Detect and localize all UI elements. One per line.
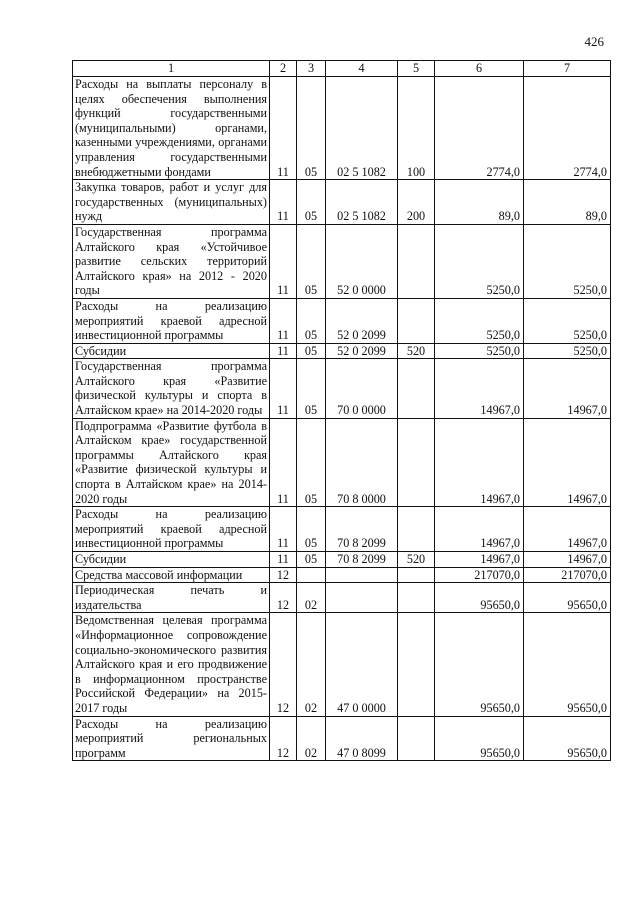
row-amount-2: 5250,0 [524, 343, 611, 359]
row-target-code [326, 567, 398, 583]
table-row [73, 583, 611, 613]
header-col-7: 7 [524, 61, 611, 77]
row-amount-2: 14967,0 [524, 359, 611, 418]
row-subsection: 05 [297, 180, 326, 225]
row-amount-2: 95650,0 [524, 613, 611, 716]
row-name: Расходы на реализацию мероприятий краевой адресной инвестиционной программы [73, 507, 270, 552]
row-amount-1: 14967,0 [435, 507, 524, 552]
row-name: Государственная программа Алтайского края «Устойчивое развитие сельских территорий Алтайского края» на 2012 - 2020 годы [73, 224, 270, 298]
row-amount-1: 89,0 [435, 180, 524, 225]
row-section: 11 [270, 224, 297, 298]
header-row [73, 61, 611, 77]
row-expense-type: 100 [398, 77, 435, 180]
row-amount-2: 5250,0 [524, 298, 611, 343]
row-expense-type [398, 567, 435, 583]
row-name: Государственная программа Алтайского края «Развитие физической культуры и спорта в Алтайском крае» на 2014-2020 годы [73, 359, 270, 418]
row-subsection: 05 [297, 343, 326, 359]
row-amount-2: 95650,0 [524, 583, 611, 613]
page-number: 426 [584, 34, 604, 49]
row-name: Ведомственная целевая программа «Информационное сопровождение социально-экономического развития Алтайского края и его продвижение в информационном пространстве Российской Федерации» на 2015-2017 годы [73, 613, 270, 716]
row-section: 12 [270, 613, 297, 716]
row-amount-2: 14967,0 [524, 507, 611, 552]
row-subsection [297, 567, 326, 583]
row-subsection: 02 [297, 716, 326, 761]
row-expense-type: 520 [398, 343, 435, 359]
row-amount-1: 5250,0 [435, 224, 524, 298]
row-expense-type [398, 583, 435, 613]
table-row [73, 224, 611, 298]
row-target-code: 70 0 0000 [326, 359, 398, 418]
table-row [73, 552, 611, 568]
row-amount-1: 95650,0 [435, 583, 524, 613]
row-name: Периодическая печать и издательства [73, 583, 270, 613]
row-name: Расходы на реализацию мероприятий краевой адресной инвестиционной программы [73, 298, 270, 343]
row-section: 11 [270, 418, 297, 507]
row-amount-1: 14967,0 [435, 418, 524, 507]
row-section: 12 [270, 716, 297, 761]
table-row [73, 77, 611, 180]
row-amount-1: 5250,0 [435, 298, 524, 343]
table-row [73, 418, 611, 507]
row-subsection: 05 [297, 507, 326, 552]
row-target-code: 52 0 2099 [326, 343, 398, 359]
row-subsection: 02 [297, 613, 326, 716]
row-amount-1: 95650,0 [435, 716, 524, 761]
row-amount-1: 5250,0 [435, 343, 524, 359]
row-subsection: 05 [297, 359, 326, 418]
row-amount-2: 2774,0 [524, 77, 611, 180]
row-section: 11 [270, 77, 297, 180]
row-expense-type [398, 418, 435, 507]
table-row [73, 613, 611, 716]
header-col-2: 2 [270, 61, 297, 77]
table-row [73, 567, 611, 583]
row-amount-2: 217070,0 [524, 567, 611, 583]
table-row [73, 359, 611, 418]
row-amount-1: 14967,0 [435, 359, 524, 418]
row-name: Субсидии [73, 343, 270, 359]
row-target-code: 70 8 2099 [326, 507, 398, 552]
table-row [73, 716, 611, 761]
row-amount-2: 5250,0 [524, 224, 611, 298]
table-row [73, 507, 611, 552]
row-subsection: 05 [297, 298, 326, 343]
row-name: Средства массовой информации [73, 567, 270, 583]
row-expense-type [398, 224, 435, 298]
row-target-code: 70 8 2099 [326, 552, 398, 568]
row-subsection: 02 [297, 583, 326, 613]
row-expense-type [398, 298, 435, 343]
table-row [73, 343, 611, 359]
row-target-code: 02 5 1082 [326, 180, 398, 225]
row-section: 11 [270, 298, 297, 343]
header-col-1: 1 [73, 61, 270, 77]
row-section: 11 [270, 180, 297, 225]
row-amount-1: 217070,0 [435, 567, 524, 583]
row-section: 11 [270, 507, 297, 552]
row-target-code: 47 0 0000 [326, 613, 398, 716]
header-col-6: 6 [435, 61, 524, 77]
row-section: 12 [270, 583, 297, 613]
row-name: Закупка товаров, работ и услуг для государственных (муниципальных) нужд [73, 180, 270, 225]
row-expense-type [398, 507, 435, 552]
row-target-code: 02 5 1082 [326, 77, 398, 180]
row-expense-type: 200 [398, 180, 435, 225]
row-target-code [326, 583, 398, 613]
row-subsection: 05 [297, 77, 326, 180]
row-section: 11 [270, 359, 297, 418]
row-amount-1: 2774,0 [435, 77, 524, 180]
row-expense-type: 520 [398, 552, 435, 568]
row-target-code: 52 0 0000 [326, 224, 398, 298]
row-section: 11 [270, 343, 297, 359]
table-row [73, 180, 611, 225]
row-name: Субсидии [73, 552, 270, 568]
row-target-code: 70 8 0000 [326, 418, 398, 507]
row-amount-1: 14967,0 [435, 552, 524, 568]
header-col-3: 3 [297, 61, 326, 77]
budget-table [72, 60, 611, 761]
row-amount-2: 95650,0 [524, 716, 611, 761]
row-amount-1: 95650,0 [435, 613, 524, 716]
row-section: 12 [270, 567, 297, 583]
row-amount-2: 14967,0 [524, 418, 611, 507]
row-target-code: 47 0 8099 [326, 716, 398, 761]
header-col-4: 4 [326, 61, 398, 77]
row-expense-type [398, 359, 435, 418]
header-col-5: 5 [398, 61, 435, 77]
row-name: Расходы на реализацию мероприятий региональных программ [73, 716, 270, 761]
row-name: Расходы на выплаты персоналу в целях обеспечения выполнения функций государственными (муниципальными) органами, казенными учреждениями, органами управления государственными внебюджетными фондами [73, 77, 270, 180]
row-subsection: 05 [297, 552, 326, 568]
row-section: 11 [270, 552, 297, 568]
row-amount-2: 89,0 [524, 180, 611, 225]
row-subsection: 05 [297, 224, 326, 298]
row-expense-type [398, 716, 435, 761]
row-target-code: 52 0 2099 [326, 298, 398, 343]
row-amount-2: 14967,0 [524, 552, 611, 568]
table-row [73, 298, 611, 343]
row-subsection: 05 [297, 418, 326, 507]
row-name: Подпрограмма «Развитие футбола в Алтайском крае» государственной программы Алтайского края «Развитие физической культуры и спорта в Алтайском крае» на 2014-2020 годы [73, 418, 270, 507]
row-expense-type [398, 613, 435, 716]
